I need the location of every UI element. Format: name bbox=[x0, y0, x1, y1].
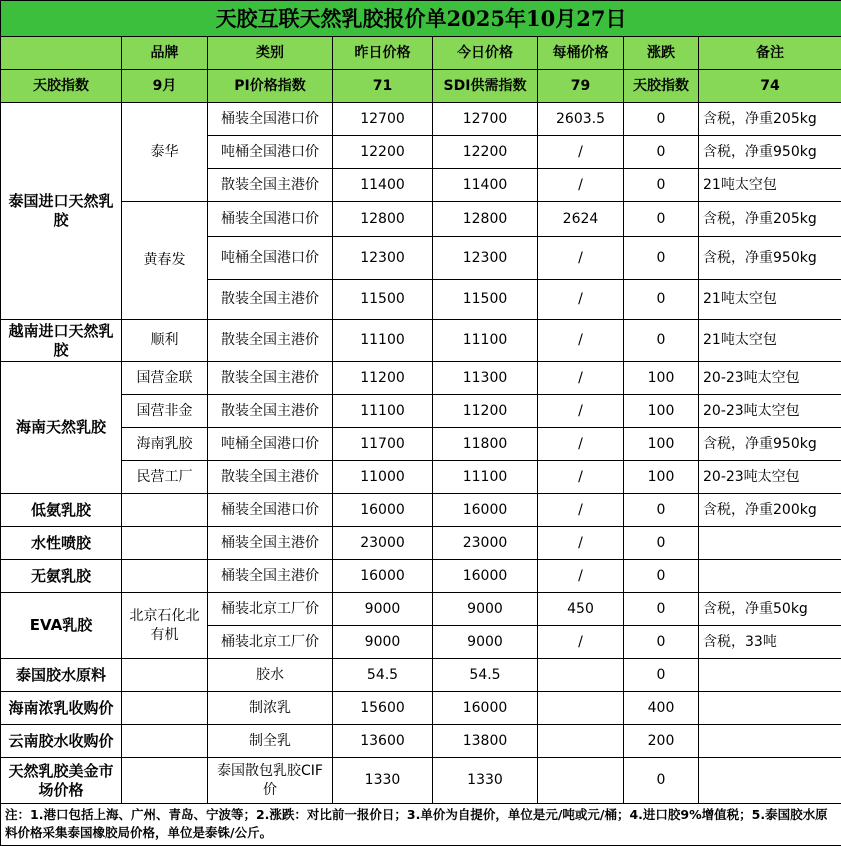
cell-per-barrel: / bbox=[538, 280, 624, 320]
group-low-ammonia: 低氨乳胶 bbox=[1, 494, 122, 527]
cell-per-barrel bbox=[538, 758, 624, 804]
brand-beijing: 北京石化北有机 bbox=[122, 593, 208, 659]
table-row bbox=[1, 692, 841, 725]
cell-yesterday: 15600 bbox=[333, 692, 433, 725]
cell-category: 散装全国主港价 bbox=[208, 461, 333, 494]
cell-note bbox=[699, 659, 841, 692]
table-row bbox=[1, 202, 841, 237]
cell-note: 20-23吨太空包 bbox=[699, 362, 841, 395]
cell-per-barrel: / bbox=[538, 527, 624, 560]
cell-today: 23000 bbox=[433, 527, 538, 560]
cell-today: 11300 bbox=[433, 362, 538, 395]
cell-change: 0 bbox=[624, 169, 699, 202]
cell-change: 0 bbox=[624, 103, 699, 136]
cell-note bbox=[699, 758, 841, 804]
cell-per-barrel: / bbox=[538, 362, 624, 395]
index-cell: 79 bbox=[538, 70, 624, 103]
cell-today: 11400 bbox=[433, 169, 538, 202]
group-usd-market: 天然乳胶美金市场价格 bbox=[1, 758, 122, 804]
table-row bbox=[1, 320, 841, 362]
cell-today: 12700 bbox=[433, 103, 538, 136]
cell-today: 11800 bbox=[433, 428, 538, 461]
group-hainan-purchase: 海南浓乳收购价 bbox=[1, 692, 122, 725]
header-cell-category: 类别 bbox=[208, 37, 333, 70]
header-cell-brand: 品牌 bbox=[122, 37, 208, 70]
cell-today: 11500 bbox=[433, 280, 538, 320]
brand-empty bbox=[122, 527, 208, 560]
index-row bbox=[1, 70, 841, 103]
cell-change: 0 bbox=[624, 527, 699, 560]
cell-yesterday: 1330 bbox=[333, 758, 433, 804]
cell-yesterday: 12700 bbox=[333, 103, 433, 136]
brand-taihua: 泰华 bbox=[122, 103, 208, 202]
cell-category: 桶装北京工厂价 bbox=[208, 593, 333, 626]
cell-per-barrel bbox=[538, 692, 624, 725]
group-hainan: 海南天然乳胶 bbox=[1, 362, 122, 494]
cell-note: 含税，净重205kg bbox=[699, 202, 841, 237]
cell-category: 吨桶全国港口价 bbox=[208, 428, 333, 461]
cell-note: 含税，净重950kg bbox=[699, 237, 841, 280]
cell-category: 散装全国主港价 bbox=[208, 320, 333, 362]
cell-category: 散装全国主港价 bbox=[208, 169, 333, 202]
cell-change: 0 bbox=[624, 320, 699, 362]
cell-change: 100 bbox=[624, 362, 699, 395]
brand-empty bbox=[122, 758, 208, 804]
table-row bbox=[1, 527, 841, 560]
cell-category: 桶装全国主港价 bbox=[208, 560, 333, 593]
cell-per-barrel: / bbox=[538, 169, 624, 202]
cell-yesterday: 23000 bbox=[333, 527, 433, 560]
cell-today: 12300 bbox=[433, 237, 538, 280]
group-yunnan-purchase: 云南胶水收购价 bbox=[1, 725, 122, 758]
cell-per-barrel bbox=[538, 725, 624, 758]
table-row bbox=[1, 758, 841, 804]
index-cell: 天胶指数 bbox=[1, 70, 122, 103]
cell-note: 含税，33吨 bbox=[699, 626, 841, 659]
table-row bbox=[1, 659, 841, 692]
group-vietnam-import: 越南进口天然乳胶 bbox=[1, 320, 122, 362]
cell-change: 0 bbox=[624, 280, 699, 320]
table-row bbox=[1, 593, 841, 626]
cell-change: 0 bbox=[624, 560, 699, 593]
cell-category: 吨桶全国港口价 bbox=[208, 136, 333, 169]
table-row bbox=[1, 725, 841, 758]
cell-category: 胶水 bbox=[208, 659, 333, 692]
cell-yesterday: 11500 bbox=[333, 280, 433, 320]
cell-today: 54.5 bbox=[433, 659, 538, 692]
index-cell: 9月 bbox=[122, 70, 208, 103]
cell-today: 13800 bbox=[433, 725, 538, 758]
brand-huangchunfa: 黄春发 bbox=[122, 202, 208, 320]
group-no-ammonia: 无氨乳胶 bbox=[1, 560, 122, 593]
cell-category: 桶装全国港口价 bbox=[208, 202, 333, 237]
cell-today: 1330 bbox=[433, 758, 538, 804]
cell-today: 12200 bbox=[433, 136, 538, 169]
table-row bbox=[1, 560, 841, 593]
cell-per-barrel: / bbox=[538, 237, 624, 280]
cell-yesterday: 11100 bbox=[333, 320, 433, 362]
cell-today: 11100 bbox=[433, 461, 538, 494]
header-cell-today: 今日价格 bbox=[433, 37, 538, 70]
cell-change: 0 bbox=[624, 202, 699, 237]
cell-per-barrel: / bbox=[538, 320, 624, 362]
cell-note: 含税，净重950kg bbox=[699, 428, 841, 461]
cell-per-barrel: / bbox=[538, 461, 624, 494]
cell-today: 11100 bbox=[433, 320, 538, 362]
brand-empty bbox=[122, 692, 208, 725]
cell-category: 桶装北京工厂价 bbox=[208, 626, 333, 659]
cell-note bbox=[699, 692, 841, 725]
brand-guoying-feijin: 国营非金 bbox=[122, 395, 208, 428]
cell-change: 0 bbox=[624, 593, 699, 626]
cell-change: 100 bbox=[624, 395, 699, 428]
cell-change: 0 bbox=[624, 136, 699, 169]
table-row bbox=[1, 494, 841, 527]
index-cell: SDI供需指数 bbox=[433, 70, 538, 103]
footnote-row bbox=[1, 804, 841, 846]
brand-hainan-rujiao: 海南乳胶 bbox=[122, 428, 208, 461]
table-row bbox=[1, 461, 841, 494]
cell-yesterday: 16000 bbox=[333, 560, 433, 593]
group-thai-raw: 泰国胶水原料 bbox=[1, 659, 122, 692]
cell-per-barrel: / bbox=[538, 626, 624, 659]
cell-per-barrel bbox=[538, 659, 624, 692]
cell-note: 含税，净重950kg bbox=[699, 136, 841, 169]
cell-yesterday: 54.5 bbox=[333, 659, 433, 692]
cell-yesterday: 9000 bbox=[333, 626, 433, 659]
cell-category: 桶装全国港口价 bbox=[208, 103, 333, 136]
header-cell-yesterday: 昨日价格 bbox=[333, 37, 433, 70]
header-cell-blank bbox=[1, 37, 122, 70]
cell-note bbox=[699, 725, 841, 758]
cell-today: 16000 bbox=[433, 494, 538, 527]
cell-change: 0 bbox=[624, 758, 699, 804]
cell-today: 16000 bbox=[433, 560, 538, 593]
brand-empty bbox=[122, 494, 208, 527]
cell-yesterday: 11200 bbox=[333, 362, 433, 395]
title-row bbox=[1, 1, 841, 37]
cell-note: 21吨太空包 bbox=[699, 169, 841, 202]
brand-shunli: 顺利 bbox=[122, 320, 208, 362]
cell-per-barrel: 2624 bbox=[538, 202, 624, 237]
header-cell-change: 涨跌 bbox=[624, 37, 699, 70]
cell-yesterday: 12800 bbox=[333, 202, 433, 237]
cell-note: 21吨太空包 bbox=[699, 280, 841, 320]
cell-note: 21吨太空包 bbox=[699, 320, 841, 362]
cell-change: 100 bbox=[624, 461, 699, 494]
cell-change: 400 bbox=[624, 692, 699, 725]
cell-per-barrel: 2603.5 bbox=[538, 103, 624, 136]
group-eva: EVA乳胶 bbox=[1, 593, 122, 659]
brand-empty bbox=[122, 659, 208, 692]
cell-note: 含税，净重50kg bbox=[699, 593, 841, 626]
table-row bbox=[1, 395, 841, 428]
cell-note: 含税，净重200kg bbox=[699, 494, 841, 527]
table-row bbox=[1, 103, 841, 136]
brand-guoying-jinlian: 国营金联 bbox=[122, 362, 208, 395]
header-cell-note: 备注 bbox=[699, 37, 841, 70]
page-title: 天胶互联天然乳胶报价单2025年10月27日 bbox=[1, 1, 841, 37]
footnote: 注：1.港口包括上海、广州、青岛、宁波等；2.涨跌：对比前一报价日；3.单价为自提价，单位是元/吨或元/桶；4.进口胶9%增值税；5.泰国胶水原料价格采集泰国橡胶局价格，单位是泰铢/公斤。 bbox=[1, 804, 841, 846]
cell-category: 散装全国主港价 bbox=[208, 395, 333, 428]
cell-today: 16000 bbox=[433, 692, 538, 725]
cell-per-barrel: / bbox=[538, 428, 624, 461]
cell-change: 0 bbox=[624, 494, 699, 527]
cell-yesterday: 11100 bbox=[333, 395, 433, 428]
group-thai-import: 泰国进口天然乳胶 bbox=[1, 103, 122, 320]
cell-per-barrel: / bbox=[538, 560, 624, 593]
cell-note bbox=[699, 527, 841, 560]
cell-category: 泰国散包乳胶CIF价 bbox=[208, 758, 333, 804]
cell-change: 0 bbox=[624, 237, 699, 280]
cell-category: 散装全国主港价 bbox=[208, 362, 333, 395]
cell-change: 0 bbox=[624, 659, 699, 692]
cell-per-barrel: 450 bbox=[538, 593, 624, 626]
cell-note: 20-23吨太空包 bbox=[699, 395, 841, 428]
cell-today: 9000 bbox=[433, 626, 538, 659]
cell-yesterday: 12200 bbox=[333, 136, 433, 169]
cell-yesterday: 13600 bbox=[333, 725, 433, 758]
group-spray: 水性喷胶 bbox=[1, 527, 122, 560]
cell-per-barrel: / bbox=[538, 136, 624, 169]
cell-category: 制全乳 bbox=[208, 725, 333, 758]
index-cell: PI价格指数 bbox=[208, 70, 333, 103]
index-cell: 天胶指数 bbox=[624, 70, 699, 103]
cell-category: 散装全国主港价 bbox=[208, 280, 333, 320]
cell-per-barrel: / bbox=[538, 395, 624, 428]
header-cell-per-barrel: 每桶价格 bbox=[538, 37, 624, 70]
cell-per-barrel: / bbox=[538, 494, 624, 527]
table-row bbox=[1, 428, 841, 461]
cell-yesterday: 11000 bbox=[333, 461, 433, 494]
cell-category: 桶装全国港口价 bbox=[208, 494, 333, 527]
brand-empty bbox=[122, 560, 208, 593]
cell-yesterday: 16000 bbox=[333, 494, 433, 527]
index-cell: 74 bbox=[699, 70, 841, 103]
brand-minying: 民营工厂 bbox=[122, 461, 208, 494]
cell-note: 含税，净重205kg bbox=[699, 103, 841, 136]
cell-today: 12800 bbox=[433, 202, 538, 237]
index-cell: 71 bbox=[333, 70, 433, 103]
cell-note: 20-23吨太空包 bbox=[699, 461, 841, 494]
header-row bbox=[1, 37, 841, 70]
cell-today: 9000 bbox=[433, 593, 538, 626]
table-row bbox=[1, 362, 841, 395]
cell-category: 吨桶全国港口价 bbox=[208, 237, 333, 280]
brand-empty bbox=[122, 725, 208, 758]
cell-today: 11200 bbox=[433, 395, 538, 428]
cell-category: 制浓乳 bbox=[208, 692, 333, 725]
cell-yesterday: 12300 bbox=[333, 237, 433, 280]
cell-category: 桶装全国主港价 bbox=[208, 527, 333, 560]
cell-change: 0 bbox=[624, 626, 699, 659]
cell-yesterday: 11700 bbox=[333, 428, 433, 461]
cell-change: 200 bbox=[624, 725, 699, 758]
cell-yesterday: 11400 bbox=[333, 169, 433, 202]
cell-yesterday: 9000 bbox=[333, 593, 433, 626]
cell-change: 100 bbox=[624, 428, 699, 461]
cell-note bbox=[699, 560, 841, 593]
